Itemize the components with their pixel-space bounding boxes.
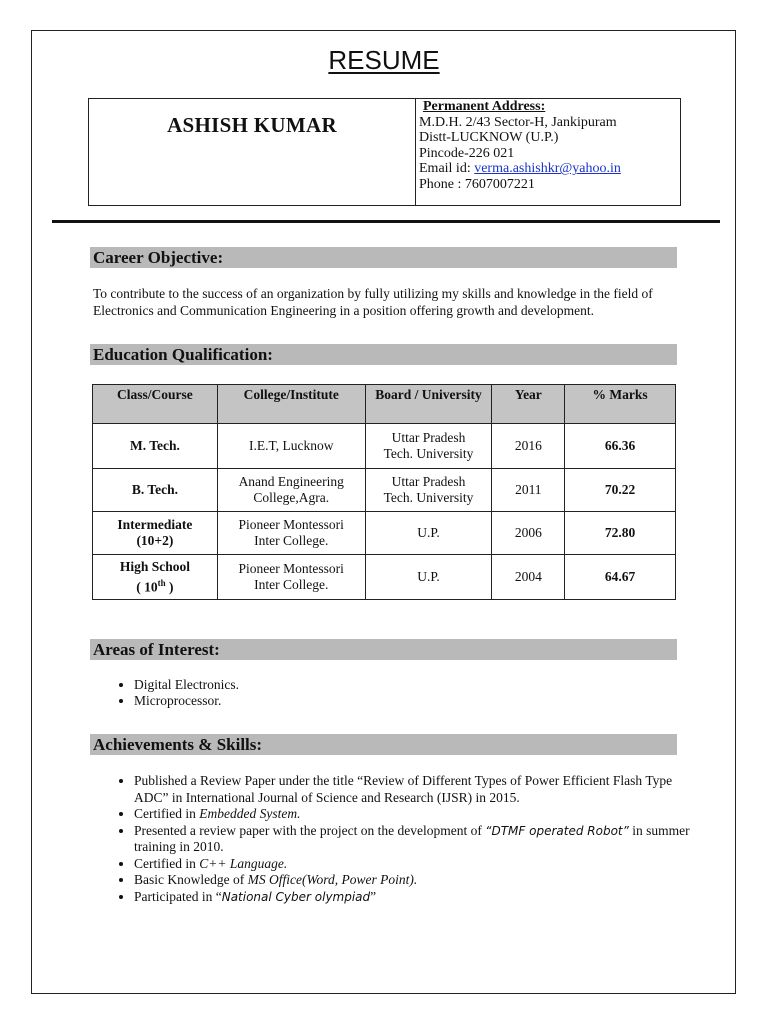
table-row xyxy=(93,469,676,512)
year-cell: 2004 xyxy=(492,555,565,600)
table-row xyxy=(93,555,676,600)
list-item: • Published a Review Paper under the title “Review of Different Types of Power Efficient Flash Type ADC” in International Journal of Science and Research (IJSR) in 2015. xyxy=(134,773,704,806)
list-item: • Basic Knowledge of MS Office(Word, Power Point). xyxy=(134,872,704,889)
board-cell: U.P. xyxy=(365,555,492,600)
education-table xyxy=(92,384,676,600)
education-heading: Education Qualification: xyxy=(90,344,677,365)
list-item: • Presented a review paper with the project on the development of “DTMF operated Robot” in summer training in 2010. xyxy=(134,823,704,856)
phone-line: Phone : 7607007221 xyxy=(419,176,535,192)
table-row xyxy=(93,424,676,469)
email-label: Email id: xyxy=(419,161,475,177)
year-cell: 2011 xyxy=(492,469,565,512)
applicant-name: ASHISH KUMAR xyxy=(167,113,337,137)
achievements-list xyxy=(110,773,704,905)
board-cell: U.P. xyxy=(365,512,492,555)
permanent-address xyxy=(419,99,621,193)
address-line-1: M.D.H. 2/43 Sector-H, Jankipuram xyxy=(419,114,617,130)
address-line-2: Distt-LUCKNOW (U.P.) xyxy=(419,130,559,146)
address-heading: Permanent Address: xyxy=(423,99,546,114)
marks-cell: 64.67 xyxy=(565,555,676,600)
list-item: • Microprocessor. xyxy=(134,693,239,709)
marks-cell: 66.36 xyxy=(565,424,676,469)
course-cell: B. Tech. xyxy=(93,469,218,512)
column-header: % Marks xyxy=(565,385,676,424)
table-header-row xyxy=(93,385,676,424)
areas-of-interest-heading: Areas of Interest: xyxy=(90,639,677,660)
college-cell: Anand Engineering College,Agra. xyxy=(217,469,365,512)
column-header: Year xyxy=(492,385,565,424)
list-item: • Certified in Embedded System. xyxy=(134,806,704,823)
header-rule xyxy=(52,220,720,223)
resume-title: RESUME xyxy=(328,45,440,75)
marks-cell: 72.80 xyxy=(565,512,676,555)
marks-cell: 70.22 xyxy=(565,469,676,512)
email-link[interactable]: verma.ashishkr@yahoo.in xyxy=(474,161,621,177)
list-item: • Certified in C++ Language. xyxy=(134,856,704,873)
course-cell: Intermediate (10+2) xyxy=(93,512,218,555)
college-cell: Pioneer Montessori Inter College. xyxy=(217,555,365,600)
year-cell: 2016 xyxy=(492,424,565,469)
board-cell: Uttar Pradesh Tech. University xyxy=(365,424,492,469)
column-header: Class/Course xyxy=(93,385,218,424)
header-divider xyxy=(415,99,416,205)
header-box xyxy=(88,98,681,206)
interests-list xyxy=(110,677,239,709)
list-item: • Digital Electronics. xyxy=(134,677,239,693)
course-cell: High School ( 10th ) xyxy=(93,555,218,600)
table-row xyxy=(93,512,676,555)
address-line-3: Pincode-226 021 xyxy=(419,145,515,161)
list-item: • Participated in “National Cyber olympiad” xyxy=(134,889,704,906)
board-cell: Uttar Pradesh Tech. University xyxy=(365,469,492,512)
column-header: College/Institute xyxy=(217,385,365,424)
career-objective-heading: Career Objective: xyxy=(90,247,677,268)
column-header: Board / University xyxy=(365,385,492,424)
year-cell: 2006 xyxy=(492,512,565,555)
college-cell: Pioneer Montessori Inter College. xyxy=(217,512,365,555)
course-cell: M. Tech. xyxy=(93,424,218,469)
email-line xyxy=(419,161,621,177)
career-objective-text: To contribute to the success of an organization by fully utilizing my skills and knowledge in the field of Electronics and Communication Engineering in a position offering growth and development. xyxy=(93,286,653,318)
achievements-heading: Achievements & Skills: xyxy=(90,734,677,755)
college-cell: I.E.T, Lucknow xyxy=(217,424,365,469)
